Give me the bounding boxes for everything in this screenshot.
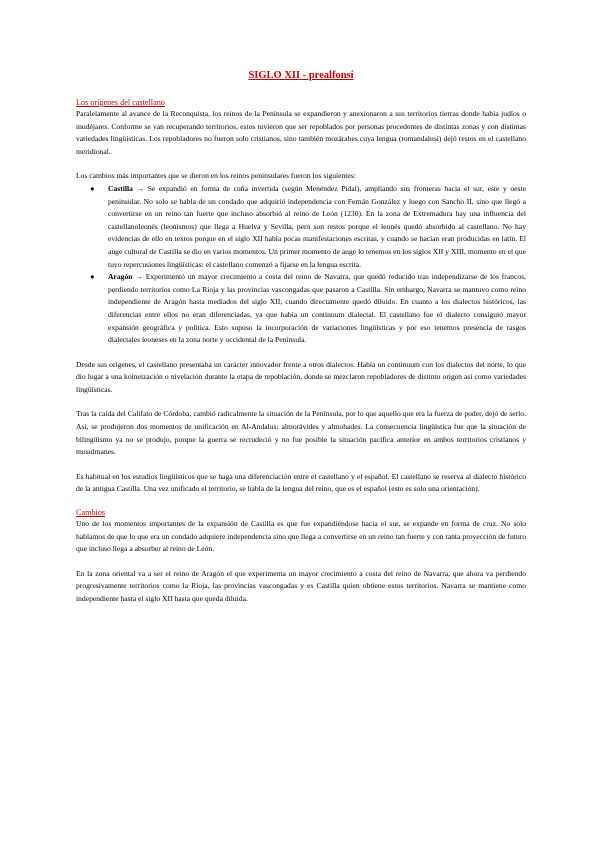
list-item-text: → Se expandió en forma de cuña invertida (según Menéndez Pidal), ampliando sus fronteras hacia el sur, este y oeste peninsular. No solo se habla de un condado que adquirió independencia con Fernán González y luego con Sancho II, sino que llegó a convertirse en un reino tan fuerte que incluso absorbió al reino de León (1230). En la zona de Extremadura hay una influencia del castellanoleonés (leonismos) que llega a Huelva y Sevilla, pero son restos porque el leonés quedó absorbido al castellano. No hay evidencias de ello en textos porque en el siglo XII había pocas manifestaciones escritas, y cuando se hacían eran producidas en latín. El auge cultural de Castilla se dio en varios momentos. Un primer momento de auge lo tenemos en los siglos XII y XIII, momento en el que tuvo repercusiones lingüísticas: el castellano comenzó a fijarse en la lengua escrita. <box>108 183 526 269</box>
list-item-term: Aragón <box>108 272 136 282</box>
document-page <box>76 70 526 606</box>
section-heading-origenes: Los orígenes del castellano <box>76 98 165 107</box>
paragraph: En la zona oriental va a ser el reino de Aragón el que experimenta un mayor crecimiento a costa del reino de Navarra, que ahora va perdiendo progresivamente territorios como la Rioja, las provincias vascongadas y es Castilla quien obtiene estos territorios. Navarra se mantiene como independiente hasta el siglo XII hasta que queda diluida. <box>76 568 526 603</box>
list-item-aragon <box>90 271 526 347</box>
list-item-text: → Experimentó un mayor crecimiento a costa del reino de Navarra, que quedó reducido tras independizarse de los francos, perdiendo territorios como La Rioja y las provincias vascongadas que pasaron a Castilla. Sin embargo, Navarra se mantuvo como reino independiente de Aragón hasta mediados del siglo XII, cuando directamente quedó diluido. En cuanto a los dialectos históricos, las diferencias entre ellos no eran diferenciadas, ya que había un continuum dialectal. El castellano fue el dialecto consiguió mayor expansión geográfica y política. Esto supuso la incorporación de variaciones lingüísticas y por eso tenemos presencia de rasgos dialectales leoneses en la zona norte y occidental de la Península. <box>108 272 526 345</box>
paragraph: Es habitual en los estudios lingüísticos que se haga una diferenciación entre el castellano y el español. El castellano se reserva al dialecto histórico de la antigua Castilla. Una vez unificado el territorio, se habla de la lengua del reino, que es el español (esto es solo una orientación). <box>76 471 526 494</box>
document-title: SIGLO XII - prealfonsí <box>248 70 354 81</box>
paragraph: Uno de los momentos importantes de la expansión de Castilla es que fue expandiéndose hacia el sur, se expande en forma de cruz. No solo hablamos de que lo que era un condado adquiere independencia sino que llega a convertirse en un reino tan fuerte y con tanta proyección de futuro que incluso llega a absorber al reino de León. <box>76 519 526 554</box>
list-item-term: Castilla <box>108 183 137 193</box>
bullet-list <box>76 183 526 347</box>
bullet-icon: ● <box>90 272 95 282</box>
paragraph: Desde sus orígenes, el castellano presentaba un carácter innovador frente a otros dialectos. Había un continuum con los dialectos del norte, lo que dio lugar a una koineización o nivelación durante la etapa de repoblación, donde se mezclaron repobladores de distinto origen así como variedades lingüísticas. <box>76 359 526 394</box>
list-item-castilla <box>90 183 526 271</box>
paragraph: Los cambios más importantes que se dieron en los reinos peninsulares fueron los siguientes: <box>76 171 356 181</box>
paragraph: Paralelamente al avance de la Reconquista, los reinos de la Península se expandieron y anexionaron a sus territorios tierras donde había judíos o mudéjares. Conforme se van recuperando territorios, estos tuvieron que ser repoblados por personas procedentes de distintas zonas y con distintas variedades lingüísticas. Los repobladores no fueron solo cristianos, sino también mozárabes cuya lengua (romandalusí) dejó restos en el castellano meridional. <box>76 109 526 156</box>
bullet-icon: ● <box>90 183 95 193</box>
paragraph: Tras la caída del Califato de Córdoba, cambió radicalmente la situación de la Península, por lo que aquello que era la fuerza de poder, dejó de serlo. Así, se produjeron dos momentos de unificación en Al-Andalus: almorávides y almohades. La consecuencia lingüística fue que la situación de bilingüismo ya no se produjo, porque la guerra se recrudeció y no fue posible la situación pacífica anterior en ambos territorios cristianos y musulmanes. <box>76 409 526 457</box>
section-heading-cambios: Cambios <box>76 508 106 518</box>
